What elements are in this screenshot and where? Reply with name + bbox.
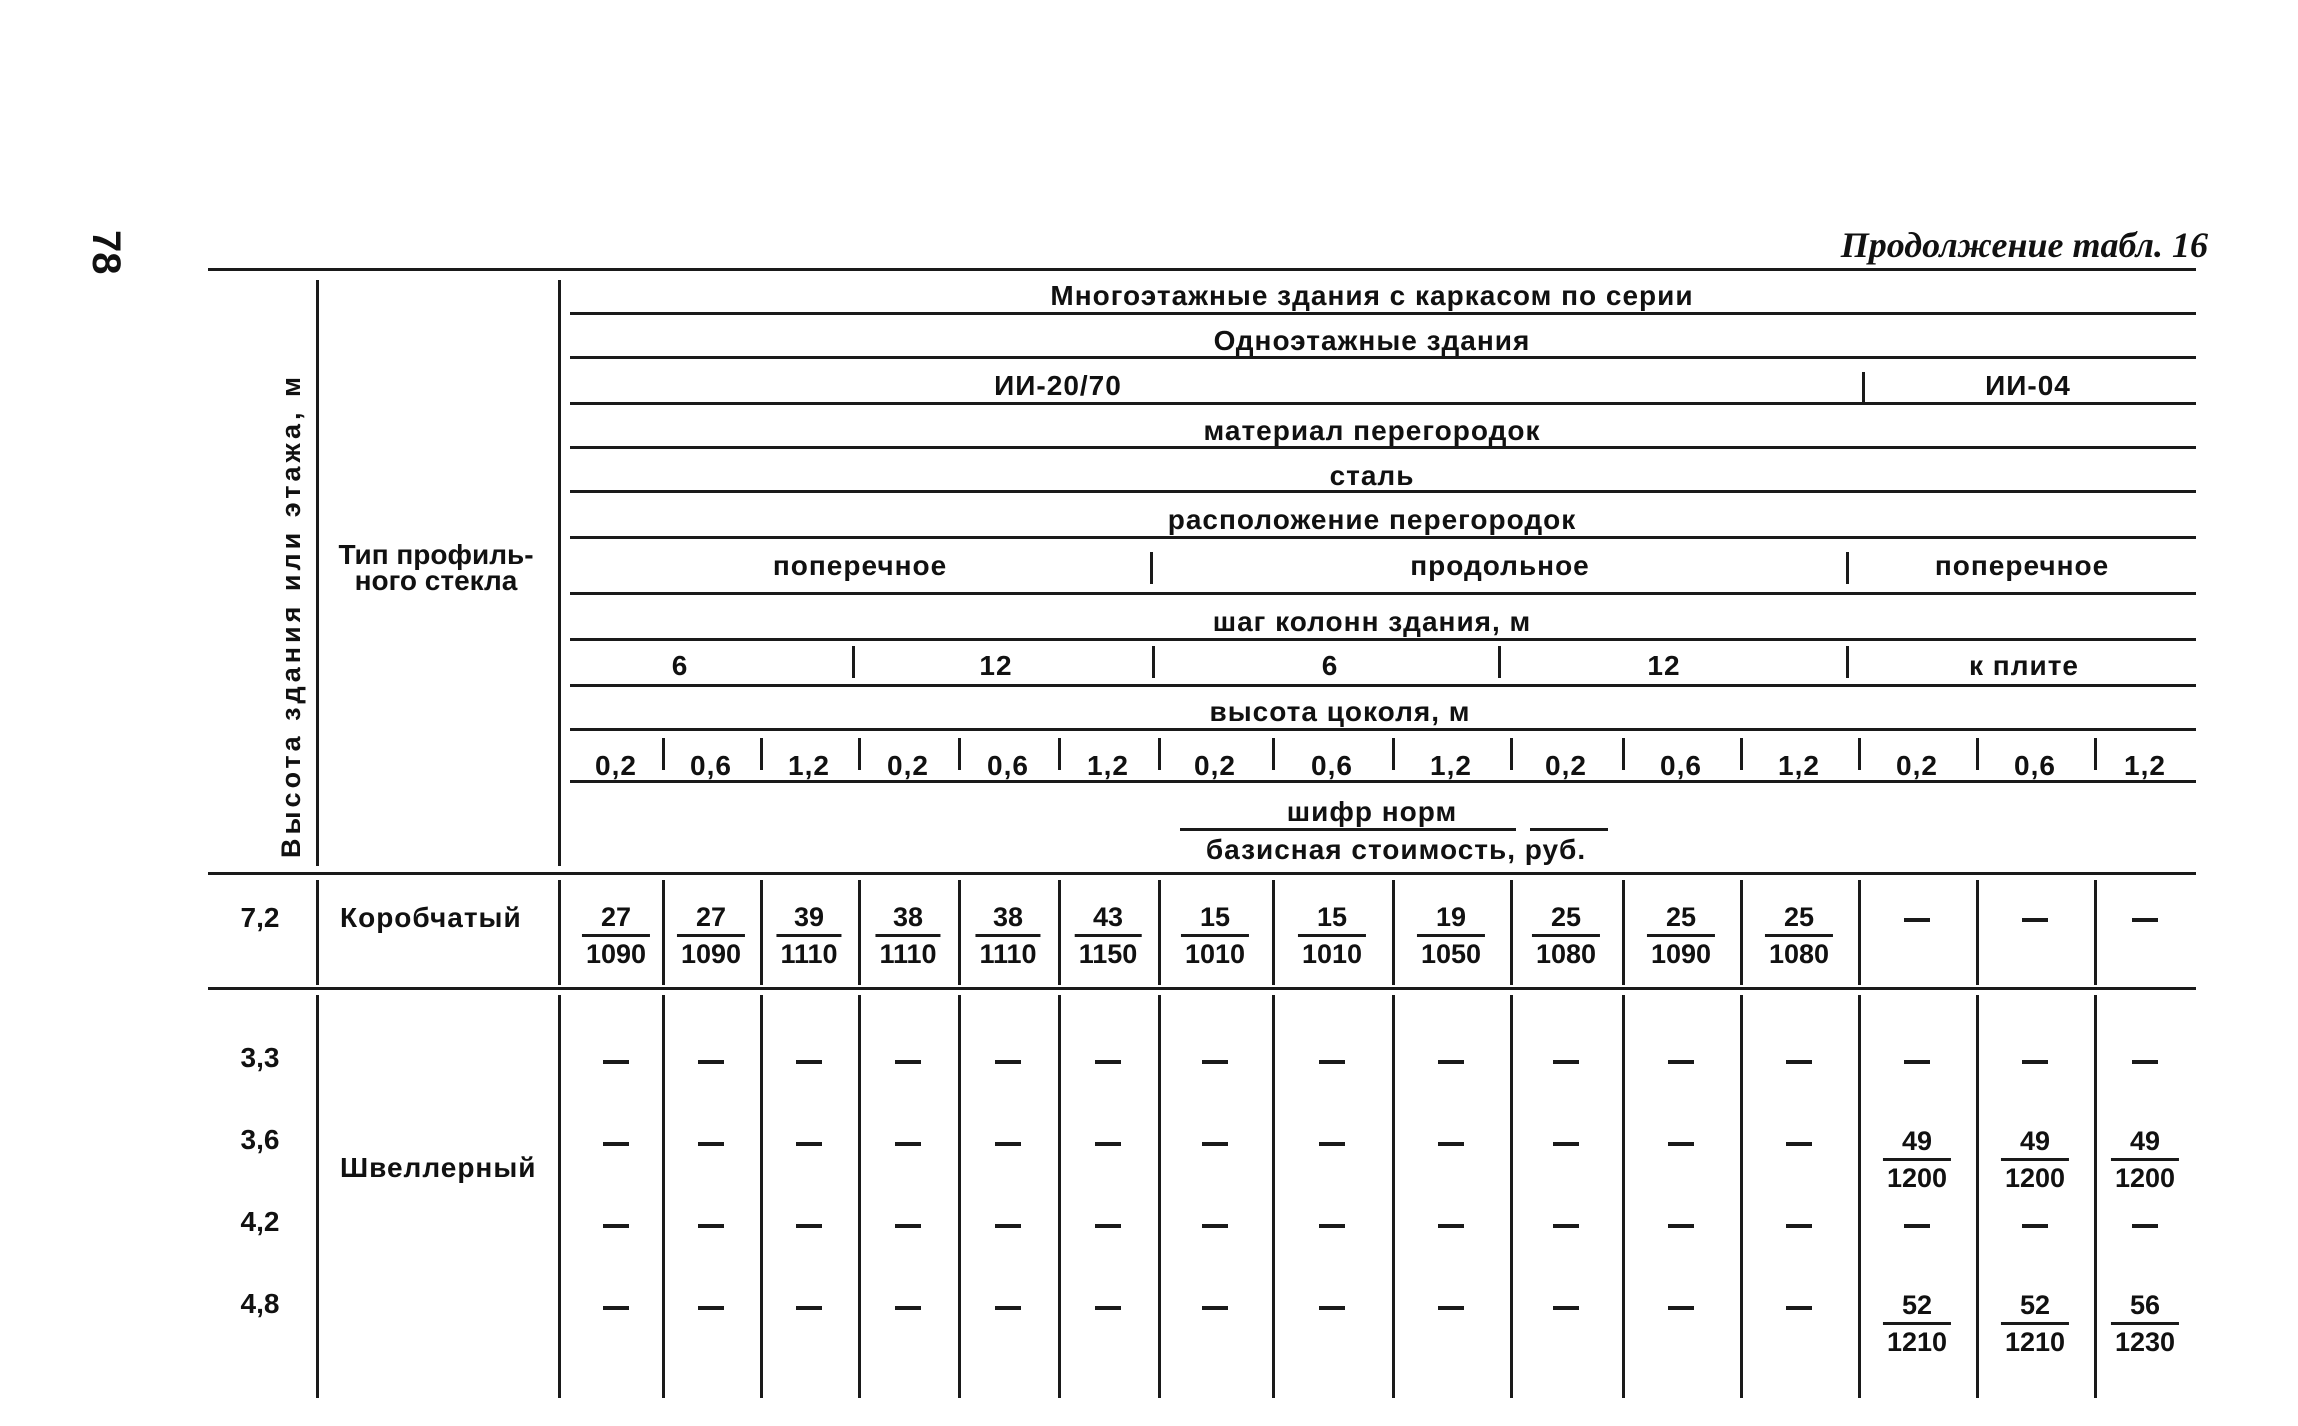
dash-mark (1438, 1306, 1464, 1310)
dash-mark (1319, 1306, 1345, 1310)
plinth-divider-tick (1058, 738, 1061, 770)
denominator: 1110 (975, 934, 1040, 971)
dash-mark (1786, 1060, 1812, 1064)
dash-mark (895, 1142, 921, 1146)
step-6b: 6 (1321, 650, 1339, 681)
denominator: 1200 (2001, 1158, 2069, 1195)
dash-mark (1438, 1142, 1464, 1146)
table-cell (1417, 900, 1485, 971)
dash-mark (895, 1306, 921, 1310)
dash-mark (2022, 1224, 2048, 1228)
dash-mark (1668, 1224, 1694, 1228)
step-to-slab: к плите (1969, 650, 2079, 681)
row-height: 4,8 (240, 1288, 280, 1319)
group-glass-type: Швеллерный (340, 1152, 537, 1183)
data-col-divider (2094, 880, 2097, 985)
plinth-value: 1,2 (1778, 750, 1820, 781)
page-number: 78 (84, 230, 128, 275)
dash-mark (1438, 1224, 1464, 1228)
dash-mark (1786, 1224, 1812, 1228)
header-rule (570, 592, 2196, 595)
table-cell (1883, 1124, 1951, 1195)
plinth-divider-tick (1858, 738, 1861, 770)
placement-transverse-2: поперечное (1934, 550, 2110, 581)
plinth-value: 1,2 (788, 750, 830, 781)
plinth-divider-tick (760, 738, 763, 770)
data-col-divider (1158, 995, 1161, 1398)
data-col-divider (1976, 995, 1979, 1398)
row-height: 3,3 (240, 1042, 280, 1073)
plinth-value: 0,2 (887, 750, 929, 781)
plinth-divider-tick (1158, 738, 1161, 770)
numerator: 25 (1550, 902, 1582, 932)
table-cell (677, 900, 745, 971)
data-col-divider (760, 880, 763, 985)
dash-mark (1904, 1224, 1930, 1228)
numerator: 49 (1901, 1126, 1933, 1156)
cipher-label: шифр норм (1286, 796, 1458, 827)
numerator: 15 (1199, 902, 1231, 932)
denominator: 1210 (1883, 1322, 1951, 1359)
data-col-divider (1058, 880, 1061, 985)
plinth-value: 0,6 (690, 750, 732, 781)
data-col-divider (1740, 995, 1743, 1398)
dash-mark (2022, 918, 2048, 922)
series-divider-tick (1862, 372, 1865, 404)
placement-divider-tick (1846, 552, 1849, 584)
plinth-divider-tick (1976, 738, 1979, 770)
fraction-rule (1180, 828, 1516, 831)
plinth-divider-tick (1392, 738, 1395, 770)
dash-mark (1668, 1060, 1694, 1064)
data-col-divider (662, 995, 665, 1398)
dash-mark (1668, 1142, 1694, 1146)
dash-mark (1319, 1060, 1345, 1064)
body-col-divider (558, 995, 561, 1398)
dash-mark (796, 1142, 822, 1146)
data-col-divider (1622, 995, 1625, 1398)
data-col-divider (858, 880, 861, 985)
data-col-divider (1510, 880, 1513, 985)
dash-mark (796, 1060, 822, 1064)
dash-mark (1319, 1142, 1345, 1146)
table-cell (1647, 900, 1715, 971)
denominator: 1050 (1417, 934, 1485, 971)
plinth-divider-tick (1510, 738, 1513, 770)
table-cell (1298, 900, 1366, 971)
plinth-value: 0,6 (1311, 750, 1353, 781)
denominator: 1080 (1765, 934, 1833, 971)
plinth-value: 0,2 (1896, 750, 1938, 781)
numerator: 25 (1783, 902, 1815, 932)
table-cell (1075, 900, 1142, 971)
body-col-divider (558, 880, 561, 985)
data-col-divider (858, 995, 861, 1398)
dash-mark (1553, 1306, 1579, 1310)
denominator: 1150 (1075, 934, 1142, 971)
numerator: 25 (1665, 902, 1697, 932)
denominator: 1210 (2001, 1322, 2069, 1359)
numerator: 15 (1316, 902, 1348, 932)
denominator: 1010 (1298, 934, 1366, 971)
plinth-divider-tick (1740, 738, 1743, 770)
numerator: 56 (2129, 1290, 2161, 1320)
dash-mark (1202, 1142, 1228, 1146)
denominator: 1110 (776, 934, 841, 971)
table-cell (2111, 1288, 2179, 1359)
dash-mark (1095, 1060, 1121, 1064)
header-rule (570, 536, 2196, 539)
row-height: 3,6 (240, 1124, 280, 1155)
numerator: 43 (1092, 902, 1124, 932)
table-cell (1883, 1288, 1951, 1359)
table-cell (2001, 1288, 2069, 1359)
partition-material-header: материал перегородок (1203, 415, 1541, 446)
plinth-height-header: высота цоколя, м (1209, 696, 1471, 727)
denominator: 1010 (1181, 934, 1249, 971)
denominator: 1110 (875, 934, 940, 971)
dash-mark (1095, 1142, 1121, 1146)
denominator: 1230 (2111, 1322, 2179, 1359)
step-12b: 12 (1647, 650, 1681, 681)
series-header: Многоэтажные здания с каркасом по серии (1050, 280, 1694, 311)
data-col-divider (1158, 880, 1161, 985)
placement-transverse: поперечное (772, 550, 948, 581)
header-rule (570, 728, 2196, 731)
data-col-divider (1272, 880, 1275, 985)
plinth-divider-tick (1622, 738, 1625, 770)
row-glass-type: Коробчатый (340, 902, 522, 933)
dash-mark (1553, 1224, 1579, 1228)
dash-mark (2022, 1060, 2048, 1064)
data-col-divider (760, 995, 763, 1398)
data-col-divider (1858, 995, 1861, 1398)
dash-mark (995, 1060, 1021, 1064)
dash-mark (603, 1306, 629, 1310)
plinth-value: 0,6 (987, 750, 1029, 781)
numerator: 49 (2019, 1126, 2051, 1156)
plinth-value: 0,2 (595, 750, 637, 781)
table-cell (1181, 900, 1249, 971)
dash-mark (995, 1224, 1021, 1228)
data-col-divider (662, 880, 665, 985)
dash-mark (698, 1224, 724, 1228)
fraction-rule (1530, 828, 1608, 831)
plinth-divider-tick (958, 738, 961, 770)
table-cell (975, 900, 1040, 971)
partition-placement-header: расположение перегородок (1167, 504, 1577, 535)
numerator: 39 (793, 902, 825, 932)
series-ii-04: ИИ-04 (1985, 370, 2071, 401)
data-col-divider (1392, 995, 1395, 1398)
dash-mark (796, 1224, 822, 1228)
step-12: 12 (979, 650, 1013, 681)
numerator: 49 (2129, 1126, 2161, 1156)
dash-mark (995, 1306, 1021, 1310)
plinth-divider-tick (1272, 738, 1275, 770)
dash-mark (2132, 1224, 2158, 1228)
dash-mark (1202, 1306, 1228, 1310)
data-col-divider (958, 880, 961, 985)
dash-mark (1095, 1306, 1121, 1310)
data-col-divider (1976, 880, 1979, 985)
row-height: 7,2 (240, 902, 280, 933)
data-col-divider (1858, 880, 1861, 985)
dash-mark (1202, 1060, 1228, 1064)
placement-divider-tick (1150, 552, 1153, 584)
step-divider-tick (1846, 646, 1849, 678)
column-step-header: шаг колонн здания, м (1212, 606, 1532, 637)
table-cell (582, 900, 650, 971)
dash-mark (603, 1224, 629, 1228)
group-divider-rule (208, 987, 2196, 990)
data-col-divider (1622, 880, 1625, 985)
dash-mark (1904, 1060, 1930, 1064)
step-divider-tick (1152, 646, 1155, 678)
dash-mark (2132, 1060, 2158, 1064)
plinth-value: 0,6 (2014, 750, 2056, 781)
dash-mark (895, 1224, 921, 1228)
plinth-value: 1,2 (1430, 750, 1472, 781)
placement-longitudinal: продольное (1410, 550, 1590, 581)
dash-mark (1904, 918, 1930, 922)
table-cell (2001, 1124, 2069, 1195)
plinth-value: 1,2 (2124, 750, 2166, 781)
data-col-divider (958, 995, 961, 1398)
header-rule (570, 684, 2196, 687)
denominator: 1090 (1647, 934, 1715, 971)
data-col-divider (1272, 995, 1275, 1398)
denominator: 1080 (1532, 934, 1600, 971)
numerator: 19 (1435, 902, 1467, 932)
data-col-divider (1392, 880, 1395, 985)
data-col-divider (2094, 995, 2097, 1398)
denominator: 1090 (582, 934, 650, 971)
denominator: 1090 (677, 934, 745, 971)
dash-mark (1553, 1060, 1579, 1064)
body-col-divider (316, 880, 319, 985)
numerator: 38 (992, 902, 1024, 932)
numerator: 52 (2019, 1290, 2051, 1320)
step-divider-tick (1498, 646, 1501, 678)
table-caption: Продолжение табл. 16 (1840, 225, 2208, 265)
header-rule (570, 312, 2196, 315)
dash-mark (603, 1060, 629, 1064)
plinth-divider-tick (2094, 738, 2097, 770)
series-ii-20-70: ИИ-20/70 (994, 370, 1122, 401)
dash-mark (603, 1142, 629, 1146)
building-type-header: Одноэтажные здания (1213, 325, 1531, 356)
step-divider-tick (852, 646, 855, 678)
data-col-divider (1740, 880, 1743, 985)
table-cell (2111, 1124, 2179, 1195)
numerator: 27 (600, 902, 632, 932)
dash-mark (2132, 918, 2158, 922)
dash-mark (1095, 1224, 1121, 1228)
table-cell (875, 900, 940, 971)
plinth-value: 0,2 (1194, 750, 1236, 781)
top-rule (208, 268, 2196, 271)
header-bottom-rule (208, 872, 2196, 875)
data-col-divider (1510, 995, 1513, 1398)
dash-mark (1786, 1142, 1812, 1146)
dash-mark (698, 1060, 724, 1064)
body-col-divider (316, 995, 319, 1398)
header-col-divider (558, 280, 561, 866)
dash-mark (796, 1306, 822, 1310)
dash-mark (698, 1142, 724, 1146)
plinth-value: 1,2 (1087, 750, 1129, 781)
dash-mark (1438, 1060, 1464, 1064)
dash-mark (995, 1142, 1021, 1146)
dash-mark (1668, 1306, 1694, 1310)
dash-mark (1202, 1224, 1228, 1228)
numerator: 52 (1901, 1290, 1933, 1320)
numerator: 27 (695, 902, 727, 932)
base-cost-label: базисная стоимость, руб. (1205, 834, 1587, 865)
dash-mark (1553, 1142, 1579, 1146)
denominator: 1200 (2111, 1158, 2179, 1195)
dash-mark (895, 1060, 921, 1064)
data-col-divider (1058, 995, 1061, 1398)
plinth-divider-tick (858, 738, 861, 770)
plinth-divider-tick (662, 738, 665, 770)
glass-type-header: Тип профиль- ного стекла (338, 539, 534, 596)
material-steel: сталь (1329, 460, 1415, 491)
step-6: 6 (671, 650, 689, 681)
dash-mark (698, 1306, 724, 1310)
table-cell (1532, 900, 1600, 971)
header-rule (570, 638, 2196, 641)
table-cell (1765, 900, 1833, 971)
dash-mark (1319, 1224, 1345, 1228)
plinth-value: 0,2 (1545, 750, 1587, 781)
row-height: 4,2 (240, 1206, 280, 1237)
height-column-header: Высота здания или этажа, м (276, 373, 306, 858)
numerator: 38 (892, 902, 924, 932)
dash-mark (1786, 1306, 1812, 1310)
denominator: 1200 (1883, 1158, 1951, 1195)
plinth-value: 0,6 (1660, 750, 1702, 781)
header-rule (570, 402, 2196, 405)
table-cell (776, 900, 841, 971)
